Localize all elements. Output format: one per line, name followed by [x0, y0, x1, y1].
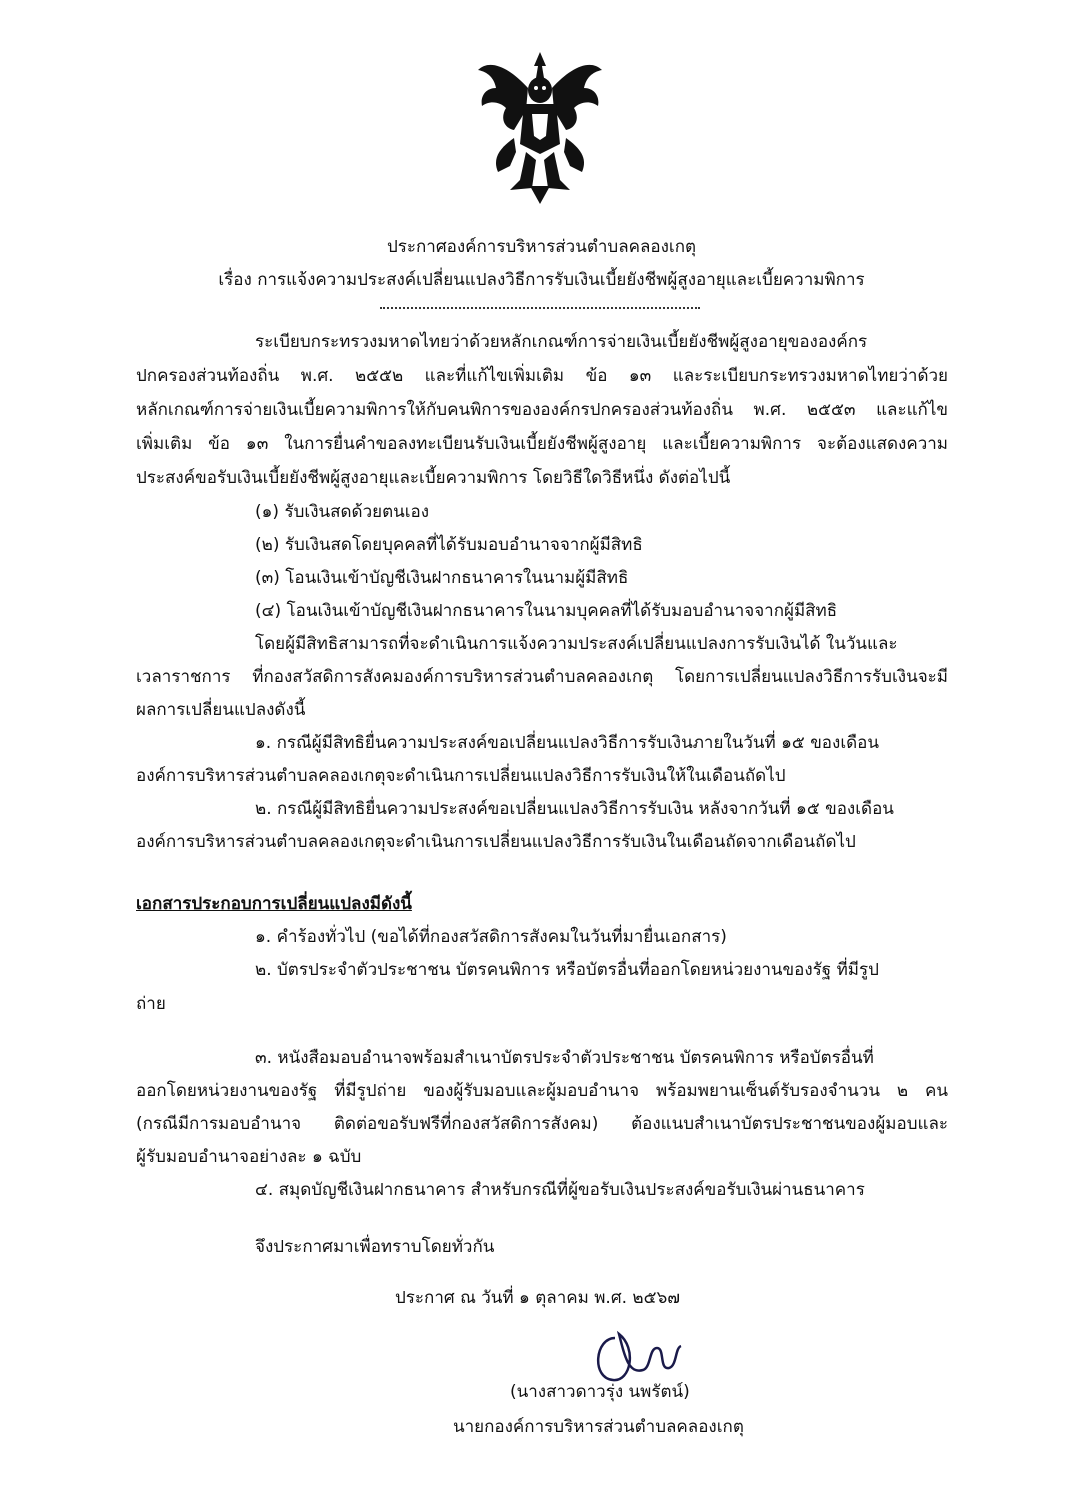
paragraph-line: องค์การบริหารส่วนตำบลคลองเกตุจะดำเนินการเปลี่ยนแปลงวิธีการรับเงินในเดือนถัดจากเดือนถัดไป — [136, 832, 856, 852]
list-item: ๔. สมุดบัญชีเงินฝากธนาคาร สำหรับกรณีที่ผู้ขอรับเงินประสงค์ขอรับเงินผ่านธนาคาร — [255, 1180, 865, 1200]
paragraph-line: ปกครองส่วนท้องถิ่น พ.ศ. ๒๕๕๒ และที่แก้ไขเพิ่มเติม ข้อ ๑๓ และระเบียบกระทรวงมหาดไทยว่าด้วย — [136, 366, 948, 386]
dotted-divider — [380, 307, 700, 309]
paragraph-line: โดยผู้มีสิทธิสามารถที่จะดำเนินการแจ้งความประสงค์เปลี่ยนแปลงการรับเงินได้ ในวันและ — [255, 634, 898, 654]
paragraph-line: ประสงค์ขอรับเงินเบี้ยยังชีพผู้สูงอายุและเบี้ยความพิการ โดยวิธีใดวิธีหนึ่ง ดังต่อไปนี้ — [136, 468, 731, 488]
paragraph-line: ๑. กรณีผู้มีสิทธิยื่นความประสงค์ขอเปลี่ยนแปลงวิธีการรับเงินภายในวันที่ ๑๕ ของเดือน — [255, 733, 880, 753]
documents-heading: เอกสารประกอบการเปลี่ยนแปลงมีดังนี้ — [136, 894, 412, 914]
closing-statement: จึงประกาศมาเพื่อทราบโดยทั่วกัน — [255, 1237, 495, 1257]
paragraph-line: เพิ่มเติม ข้อ ๑๓ ในการยื่นคำขอลงทะเบียนรับเงินเบี้ยยังชีพผู้สูงอายุ และเบี้ยความพิการ จะต้องแสดงความ — [136, 434, 948, 454]
list-item: ๓. หนังสือมอบอำนาจพร้อมสำเนาบัตรประจำตัวประชาชน บัตรคนพิการ หรือบัตรอื่นที่ — [255, 1048, 874, 1068]
announcement-subject: เรื่อง การแจ้งความประสงค์เปลี่ยนแปลงวิธีการรับเงินเบี้ยยังชีพผู้สูงอายุและเบี้ยความพิการ — [218, 270, 865, 290]
list-item: (๑) รับเงินสดด้วยตนเอง — [255, 502, 430, 522]
paragraph-line: ๒. กรณีผู้มีสิทธิยื่นความประสงค์ขอเปลี่ยนแปลงวิธีการรับเงิน หลังจากวันที่ ๑๕ ของเดือน — [255, 799, 894, 819]
garuda-emblem-icon — [470, 48, 610, 208]
list-item: (๓) โอนเงินเข้าบัญชีเงินฝากธนาคารในนามผู้มีสิทธิ — [255, 568, 629, 588]
list-item: (๒) รับเงินสดโดยบุคคลที่ได้รับมอบอำนาจจากผู้มีสิทธิ — [255, 535, 643, 555]
list-item-continued: (กรณีมีการมอบอำนาจ ติดต่อขอรับฟรีที่กองสวัสดิการสังคม) ต้องแนบสำเนาบัตรประชาชนของผู้มอบและ — [136, 1114, 948, 1134]
list-item: ๑. คำร้องทั่วไป (ขอได้ที่กองสวัสดิการสังคมในวันที่มายื่นเอกสาร) — [255, 927, 727, 947]
paragraph-line: ผลการเปลี่ยนแปลงดังนี้ — [136, 700, 306, 720]
paragraph-line: หลักเกณฑ์การจ่ายเงินเบี้ยความพิการให้กับคนพิการขององค์กรปกครองส่วนท้องถิ่น พ.ศ. ๒๕๕๓ และแก้ไข — [136, 400, 948, 420]
signer-position: นายกองค์การบริหารส่วนตำบลคลองเกตุ — [453, 1417, 744, 1437]
signer-name: (นางสาวดาวรุ่ง นพรัตน์) — [510, 1382, 690, 1402]
list-item-continued: ออกโดยหน่วยงานของรัฐ ที่มีรูปถ่าย ของผู้รับมอบและผู้มอบอำนาจ พร้อมพยานเซ็นต์รับรองจำนวน ๒ คน — [136, 1081, 948, 1101]
announcement-date: ประกาศ ณ วันที่ ๑ ตุลาคม พ.ศ. ๒๕๖๗ — [395, 1288, 681, 1308]
paragraph-line: ระเบียบกระทรวงมหาดไทยว่าด้วยหลักเกณฑ์การจ่ายเงินเบี้ยยังชีพผู้สูงอายุขององค์กร — [255, 332, 868, 352]
list-item-continued: ผู้รับมอบอำนาจอย่างละ ๑ ฉบับ — [136, 1147, 362, 1167]
announcement-title: ประกาศองค์การบริหารส่วนตำบลคลองเกตุ — [386, 237, 697, 257]
list-item: (๔) โอนเงินเข้าบัญชีเงินฝากธนาคารในนามบุคคลที่ได้รับมอบอำนาจจากผู้มีสิทธิ — [255, 601, 838, 621]
paragraph-line: องค์การบริหารส่วนตำบลคลองเกตุจะดำเนินการเปลี่ยนแปลงวิธีการรับเงินให้ในเดือนถัดไป — [136, 766, 786, 786]
list-item-continued: ถ่าย — [136, 994, 166, 1014]
list-item: ๒. บัตรประจำตัวประชาชน บัตรคนพิการ หรือบัตรอื่นที่ออกโดยหน่วยงานของรัฐ ที่มีรูป — [255, 960, 879, 980]
paragraph-line: เวลาราชการ ที่กองสวัสดิการสังคมองค์การบริหารส่วนตำบลคลองเกตุ โดยการเปลี่ยนแปลงวิธีการรับเงินจะมี — [136, 667, 948, 687]
